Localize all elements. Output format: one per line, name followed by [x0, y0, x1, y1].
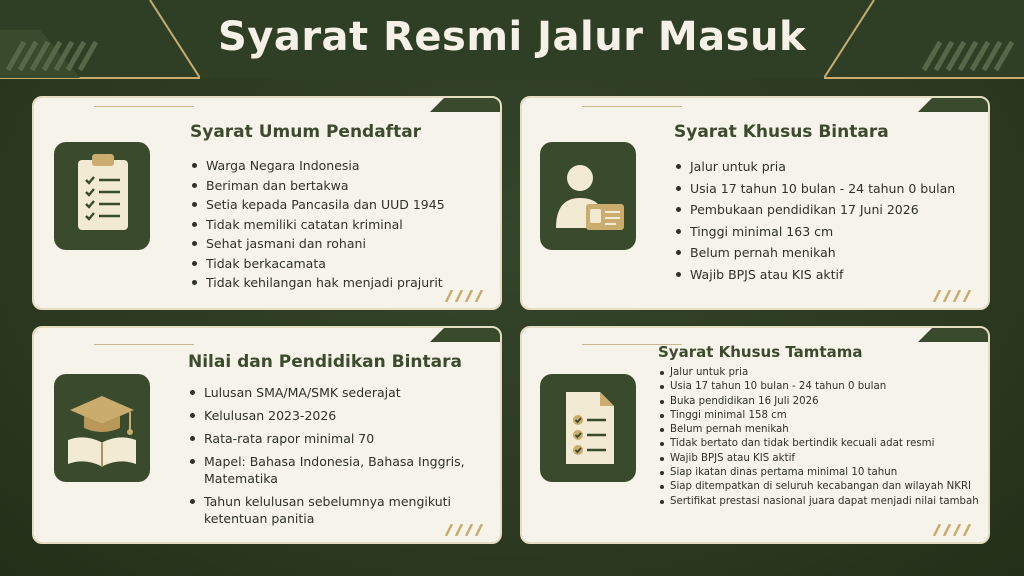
list-item: Jalur untuk pria [658, 366, 979, 380]
card-stripe-ornament [444, 524, 488, 536]
list-item: Tidak memiliki catatan kriminal [190, 215, 445, 235]
list-item: Tahun kelulusan sebelumnya mengikuti ketentuan panitia [188, 493, 488, 527]
card-syarat-bintara [520, 96, 990, 310]
card-syarat-tamtama [520, 326, 990, 544]
list-item: Lulusan SMA/MA/SMK sederajat [188, 384, 488, 401]
card-divider [94, 344, 194, 345]
list-item: Kelulusan 2023-2026 [188, 407, 488, 424]
list-item: Siap ditempatkan di seluruh kecabangan dan wilayah NKRI [658, 480, 979, 494]
requirement-list [658, 366, 979, 509]
card-corner-tab [918, 328, 988, 342]
list-item: Tinggi minimal 163 cm [674, 221, 955, 243]
icon-box [54, 142, 150, 250]
card-stripe-ornament [932, 290, 976, 302]
requirement-list [674, 156, 955, 285]
graduation-cap-book-icon [54, 374, 150, 482]
list-item: Wajib BPJS atau KIS aktif [658, 452, 979, 466]
card-divider [94, 106, 194, 107]
list-item: Usia 17 tahun 10 bulan - 24 tahun 0 bulan [674, 178, 955, 200]
list-item: Buka pendidikan 16 Juli 2026 [658, 395, 979, 409]
page-title: Syarat Resmi Jalur Masuk [217, 14, 807, 60]
list-item: Jalur untuk pria [674, 156, 955, 178]
card-title: Nilai dan Pendidikan Bintara [188, 352, 462, 372]
list-item: Mapel: Bahasa Indonesia, Bahasa Inggris, Matematika [188, 453, 488, 487]
icon-box [540, 142, 636, 250]
card-divider [582, 106, 682, 107]
list-item: Beriman dan bertakwa [190, 176, 445, 196]
card-title: Syarat Khusus Tamtama [658, 343, 863, 361]
requirement-list [188, 384, 488, 533]
list-item: Sertifikat prestasi nasional juara dapat menjadi nilai tambah [658, 495, 979, 509]
card-corner-tab [430, 328, 500, 342]
header [0, 0, 1024, 80]
list-item: Wajib BPJS atau KIS aktif [674, 264, 955, 286]
requirement-list [190, 156, 445, 293]
list-item: Belum pernah menikah [674, 242, 955, 264]
card-stripe-ornament [932, 524, 976, 536]
list-item: Pembukaan pendidikan 17 Juni 2026 [674, 199, 955, 221]
card-corner-tab [430, 98, 500, 112]
document-checklist-icon [540, 374, 636, 482]
card-title: Syarat Khusus Bintara [674, 122, 889, 142]
list-item: Warga Negara Indonesia [190, 156, 445, 176]
id-card-person-icon [540, 142, 636, 250]
clipboard-checklist-icon [54, 142, 150, 250]
card-stripe-ornament [444, 290, 488, 302]
icon-box [540, 374, 636, 482]
card-title: Syarat Umum Pendaftar [190, 122, 422, 142]
card-nilai-pendidikan [32, 326, 502, 544]
list-item: Tidak bertato dan tidak bertindik kecuali adat resmi [658, 437, 979, 451]
list-item: Tinggi minimal 158 cm [658, 409, 979, 423]
list-item: Siap ikatan dinas pertama minimal 10 tahun [658, 466, 979, 480]
list-item: Sehat jasmani dan rohani [190, 234, 445, 254]
card-syarat-umum [32, 96, 502, 310]
card-corner-tab [918, 98, 988, 112]
list-item: Setia kepada Pancasila dan UUD 1945 [190, 195, 445, 215]
list-item: Tidak berkacamata [190, 254, 445, 274]
list-item: Tidak kehilangan hak menjadi prajurit [190, 273, 445, 293]
list-item: Rata-rata rapor minimal 70 [188, 430, 488, 447]
list-item: Usia 17 tahun 10 bulan - 24 tahun 0 bulan [658, 380, 979, 394]
icon-box [54, 374, 150, 482]
list-item: Belum pernah menikah [658, 423, 979, 437]
